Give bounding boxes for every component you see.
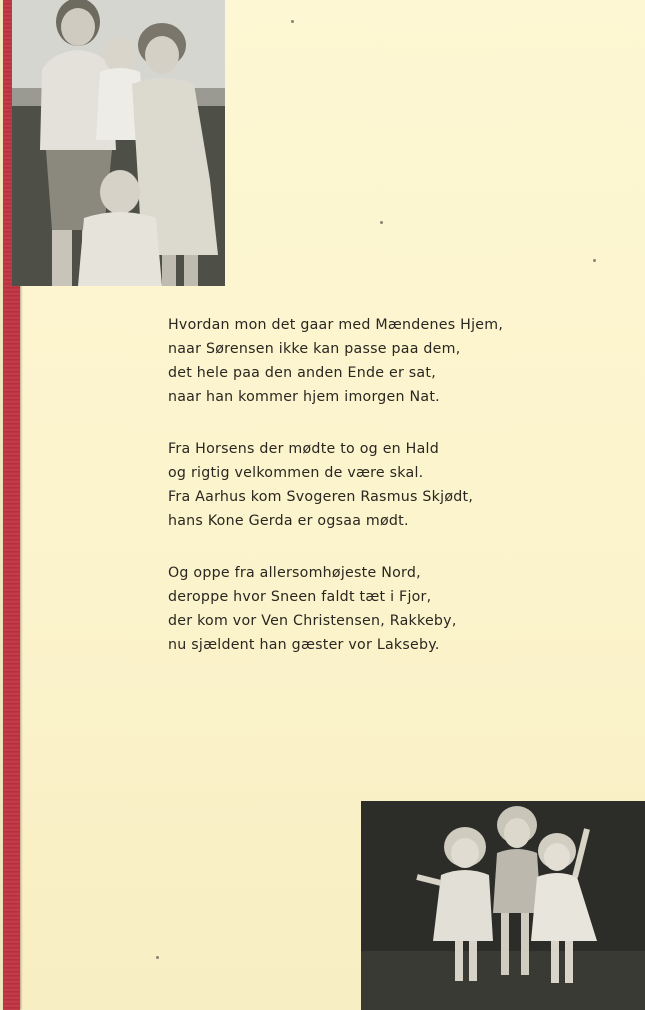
children-photo [361, 801, 645, 1010]
paper-speck [593, 259, 596, 262]
poem-line: naar Sørensen ikke kan passe paa dem, [168, 341, 461, 357]
poem-line: Og oppe fra allersomhøjeste Nord, [168, 565, 421, 581]
poem-line: hans Kone Gerda er ogsaa mødt. [168, 513, 409, 529]
poem-line: Fra Horsens der mødte to og en Hald [168, 441, 439, 457]
poem [168, 313, 568, 685]
poem-line: Fra Aarhus kom Svogeren Rasmus Skjødt, [168, 489, 474, 505]
paper-speck [291, 20, 294, 23]
children-photo-image [361, 801, 645, 1010]
poem-line: Hvordan mon det gaar med Mændenes Hjem, [168, 317, 504, 333]
paper-speck [380, 221, 383, 224]
family-photo-image [12, 0, 225, 286]
poem-line: naar han kommer hjem imorgen Nat. [168, 389, 440, 405]
poem-line: nu sjældent han gæster vor Lakseby. [168, 637, 440, 653]
family-photo [12, 0, 225, 286]
poem-line: det hele paa den anden Ende er sat, [168, 365, 436, 381]
poem-line: deroppe hvor Sneen faldt tæt i Fjor, [168, 589, 432, 605]
paper-speck [156, 956, 159, 959]
stanza-2 [168, 437, 568, 533]
poem-line: og rigtig velkommen de være skal. [168, 465, 424, 481]
stanza-3 [168, 561, 568, 657]
poem-line: der kom vor Ven Christensen, Rakkeby, [168, 613, 457, 629]
stanza-1 [168, 313, 568, 409]
